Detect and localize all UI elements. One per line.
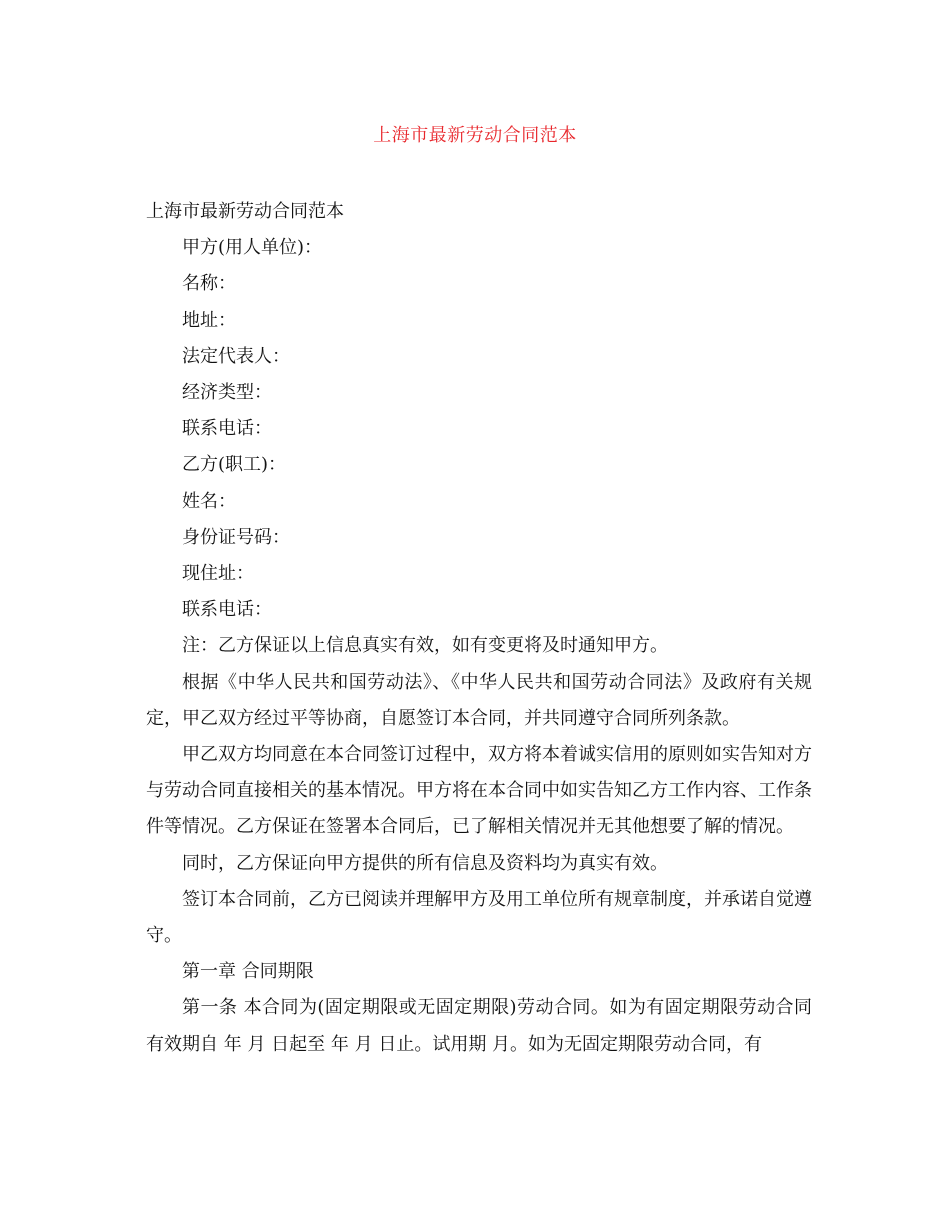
paragraph-chapter-one: 第一章 合同期限 — [182, 961, 314, 983]
paragraph-legal-representative: 法定代表人： — [182, 345, 290, 367]
paragraph-phone-a: 联系电话： — [182, 418, 272, 440]
paragraph-party-a: 甲方(用人单位)： — [182, 237, 323, 259]
paragraph-good-faith: 甲乙双方均同意在本合同签订过程中，双方将本着诚实信用的原则如实告知对方与劳动合同直接相关的基本情况。甲方将在本合同中如实告知乙方工作内容、工作条件等情况。乙方保证在签署本合同后，已了解相关情况并无其他想要了解的情况。 — [146, 744, 812, 838]
paragraph-rules-acknowledgment: 签订本合同前，乙方已阅读并理解甲方及用工单位所有规章制度，并承诺自觉遵守。 — [146, 888, 812, 947]
paragraph-heading: 上海市最新劳动合同范本 — [146, 201, 344, 222]
document-body — [146, 194, 812, 1063]
paragraph-id-number: 身份证号码： — [182, 526, 290, 548]
paragraph-legal-basis: 根据《中华人民共和国劳动法》、《中华人民共和国劳动合同法》及政府有关规定，甲乙双方经过平等协商，自愿签订本合同，并共同遵守合同所列条款。 — [146, 671, 812, 729]
paragraph-employee-name: 姓名： — [182, 490, 236, 512]
paragraph-information-guarantee: 同时，乙方保证向甲方提供的所有信息及资料均为真实有效。 — [182, 852, 668, 874]
paragraph-party-b: 乙方(职工)： — [182, 454, 287, 476]
paragraph-phone-b: 联系电话： — [182, 599, 272, 621]
paragraph-address: 地址： — [182, 309, 236, 331]
paragraph-note: 注：乙方保证以上信息真实有效，如有变更将及时通知甲方。 — [182, 635, 668, 657]
document-title: 上海市最新劳动合同范本 — [373, 125, 577, 146]
paragraph-name: 名称： — [182, 273, 236, 295]
paragraph-article-one: 第一条 本合同为(固定期限或无固定期限)劳动合同。如为有固定期限劳动合同有效期自 年 月 日起至 年 月 日止。试用期 月。如为无固定期限劳动合同，有 — [146, 997, 812, 1055]
paragraph-current-address: 现住址： — [182, 563, 254, 585]
paragraph-economic-type: 经济类型： — [182, 382, 272, 404]
